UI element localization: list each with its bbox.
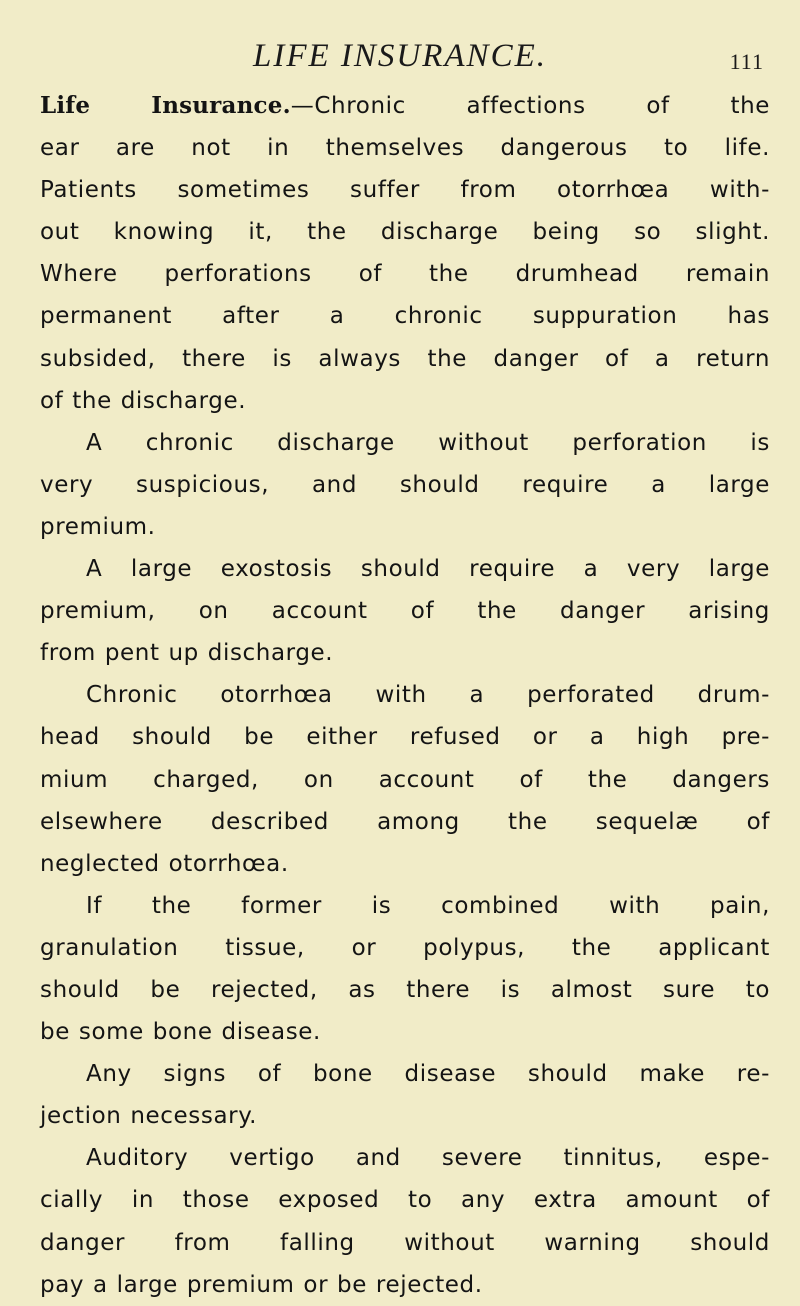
line-text: permanent after a chronic suppuration has <box>40 303 770 330</box>
text-line <box>40 464 770 506</box>
text-line <box>40 380 770 422</box>
text-line <box>40 632 770 674</box>
page-number: 111 <box>729 49 764 74</box>
line-text: premium, on account of the danger arising <box>40 598 770 625</box>
line-text: If the former is combined with pain, <box>86 892 770 919</box>
line-text: Any signs of bone disease should make re- <box>86 1061 770 1088</box>
text-line <box>40 885 770 927</box>
line-text: very suspicious, and should require a large <box>40 471 770 498</box>
running-title: LIFE INSURANCE. <box>253 38 547 74</box>
line-text: should be rejected, as there is almost sure to <box>40 976 770 1003</box>
line-text: head should be either refused or a high pre- <box>40 724 770 751</box>
text-line <box>40 338 770 380</box>
text-line <box>40 801 770 843</box>
running-head <box>0 30 800 80</box>
text-line <box>40 506 770 548</box>
line-text: be some bone disease. <box>40 1019 321 1046</box>
line-text: premium. <box>40 513 156 540</box>
line-text: Chronic otorrhœa with a perforated drum- <box>86 682 770 709</box>
text-line <box>40 253 770 295</box>
text-line <box>40 1095 770 1137</box>
text-line <box>40 969 770 1011</box>
text-line <box>40 1053 770 1095</box>
line-text: out knowing it, the discharge being so slight. <box>40 219 770 246</box>
text-line <box>40 422 770 464</box>
text-line <box>40 1137 770 1179</box>
text-line <box>40 674 770 716</box>
text-line <box>40 1179 770 1221</box>
text-line <box>40 1011 770 1053</box>
line-text: pay a large premium or be rejected. <box>40 1271 483 1298</box>
text-line <box>40 85 770 127</box>
text-line <box>40 127 770 169</box>
text-line <box>40 169 770 211</box>
section-heading: Life Insurance. <box>40 92 291 119</box>
line-text: subsided, there is always the danger of a return <box>40 345 770 372</box>
text-line <box>40 1222 770 1264</box>
text-line <box>40 211 770 253</box>
line-text: of the discharge. <box>40 387 247 414</box>
text-line <box>40 295 770 337</box>
line-text: cially in those exposed to any extra amount of <box>40 1187 770 1214</box>
line-text: Where perforations of the drumhead remain <box>40 261 770 288</box>
line-text: A large exostosis should require a very large <box>86 556 770 583</box>
line-text: elsewhere described among the sequelæ of <box>40 808 770 835</box>
text-line <box>40 1264 770 1306</box>
line-text: granulation tissue, or polypus, the applicant <box>40 934 770 961</box>
text-line <box>40 548 770 590</box>
line-text: Auditory vertigo and severe tinnitus, espe- <box>86 1145 770 1172</box>
text-line <box>40 590 770 632</box>
line-text: jection necessary. <box>40 1103 258 1130</box>
line-text: neglected otorrhœa. <box>40 850 289 877</box>
text-line <box>40 927 770 969</box>
line-text: ear are not in themselves dangerous to life. <box>40 135 770 162</box>
line-text: danger from falling without warning should <box>40 1229 770 1256</box>
text-line <box>40 716 770 758</box>
line-text: —Chronic affections of the <box>290 93 770 119</box>
body-text <box>40 85 770 1306</box>
line-text: from pent up discharge. <box>40 640 334 667</box>
line-text: A chronic discharge without perforation is <box>86 429 770 456</box>
line-text: Patients sometimes suffer from otorrhœa with- <box>40 177 770 204</box>
line-text: mium charged, on account of the dangers <box>40 766 770 793</box>
text-line <box>40 843 770 885</box>
text-line <box>40 759 770 801</box>
